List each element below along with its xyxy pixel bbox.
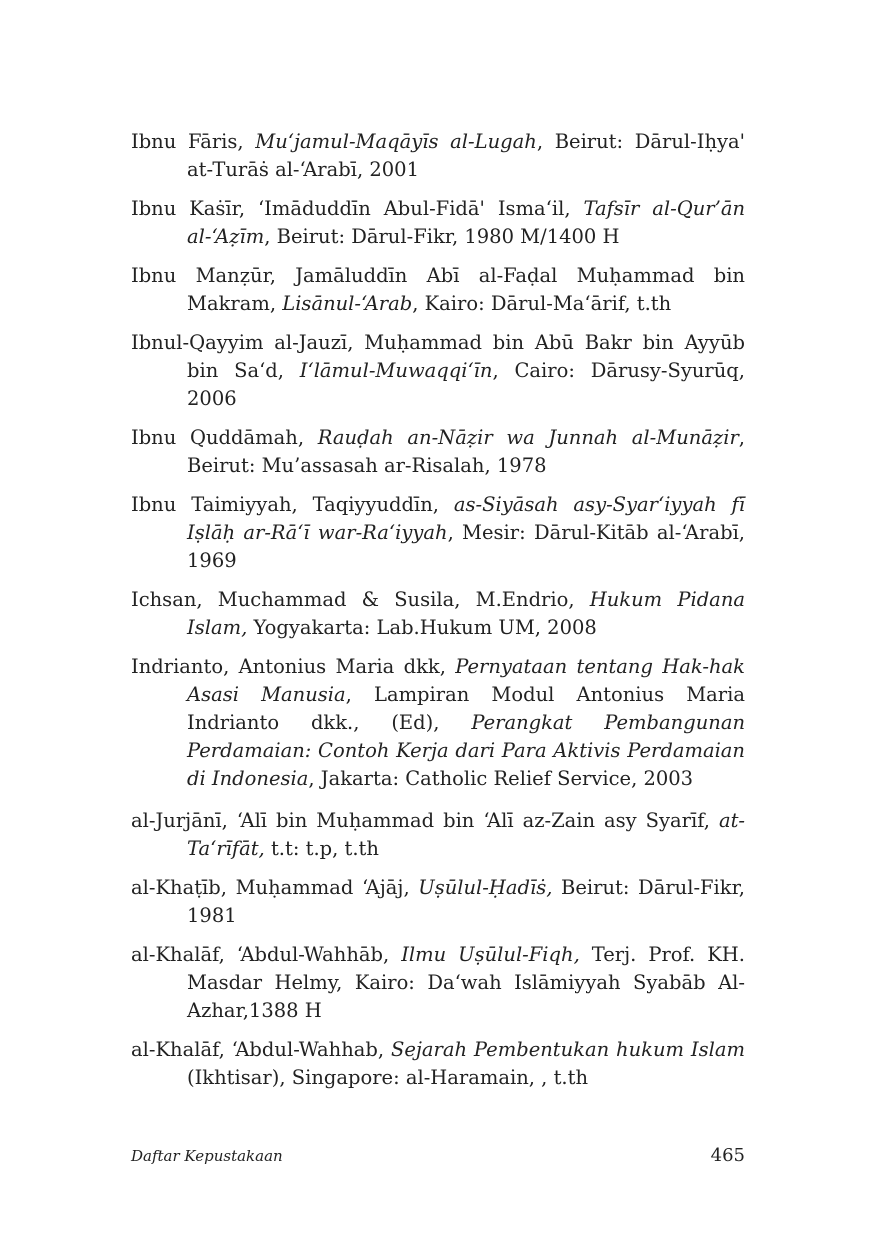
entry-author: Ibnul-Qayyim al-Jauzī, Muḥammad bin Abū Bakr bin Ayyūb bin Sa‘d, xyxy=(131,331,745,382)
bibliography-entry xyxy=(131,329,745,413)
bibliography-entry xyxy=(131,262,745,318)
entry-publication: Terj. Prof. KH. Masdar Helmy, Kairo: Da‘wah Islāmiyyah Syabāb Al-Azhar,1388 H xyxy=(187,943,745,1022)
entry-author: Ibnu Quddāmah, xyxy=(131,426,318,449)
page-number: 465 xyxy=(710,1145,745,1166)
bibliography-entry xyxy=(131,653,745,793)
entry-author: al-Khaṭīb, Muḥammad ‘Ajāj, xyxy=(131,876,419,899)
entry-publication: , Mesir: Dārul-Kitāb al-‘Arabī, 1969 xyxy=(187,521,745,572)
bibliography-entry xyxy=(131,128,745,184)
entry-author: al-Jurjānī, ‘Alī bin Muḥammad bin ‘Alī az-Zain asy Syarīf, xyxy=(131,809,719,832)
entry-title: Sejarah Pembentukan hukum Islam xyxy=(390,1038,745,1061)
entry-publication: Beirut: Dārul-Fikr, 1981 xyxy=(187,876,745,927)
entry-author: Ibnu Kaṡīr, ‘Imāduddīn Abul-Fidā' Isma‘il, xyxy=(131,197,584,220)
entry-title: Uṣūlul-Ḥadīṡ, xyxy=(418,876,553,899)
entry-author: al-Khalāf, ‘Abdul-Wahhab, xyxy=(131,1038,391,1061)
entry-publication-secondary: , Jakarta: Catholic Relief Service, 2003 xyxy=(308,767,694,790)
entry-title: Hukum Pidana Islam, xyxy=(187,588,745,639)
entry-publication: , Beirut: Mu’assasah ar-Risalah, 1978 xyxy=(187,426,745,477)
entry-publication: , Kairo: Dārul-Ma‘ārif, t.th xyxy=(412,292,672,315)
bibliography-entry xyxy=(131,807,745,863)
entry-title: Lisānul-‘Arab xyxy=(282,292,413,315)
entry-author: al-Khalāf, ‘Abdul-Wahhāb, xyxy=(131,943,402,966)
bibliography-entry xyxy=(131,424,745,480)
entry-publication: , Lampiran Modul Antonius Maria Indrianto dkk., (Ed), xyxy=(187,683,745,734)
entry-publication: t.t: t.p, t.th xyxy=(264,837,379,860)
bibliography-entry xyxy=(131,1036,745,1092)
entry-author: Indrianto, Antonius Maria dkk, xyxy=(131,655,456,678)
entry-publication: (Ikhtisar), Singapore: al-Haramain, , t.th xyxy=(187,1066,588,1089)
bibliography-entry xyxy=(131,941,745,1025)
entry-author: Ibnu Manẓūr, Jamāluddīn Abī al-Faḍal Muḥammad bin Makram, xyxy=(131,264,745,315)
entry-author: Ichsan, Muchammad & Susila, M.Endrio, xyxy=(131,588,590,611)
entry-publication: , Beirut: Dārul-Fikr, 1980 M/1400 H xyxy=(264,225,620,248)
entry-title: Pernyataan tentang Hak-hak Asasi Manusia xyxy=(187,655,745,706)
entry-publication: Yogyakarta: Lab.Hukum UM, 2008 xyxy=(247,616,597,639)
entry-title: Rauḍah an-Nāẓir wa Junnah al-Munāẓir xyxy=(317,426,739,449)
bibliography-entry xyxy=(131,491,745,575)
entry-publication: , Beirut: Dārul-Iḥya' at-Turāṡ al-‘Arabī, 2001 xyxy=(187,130,745,181)
entry-title: I‘lāmul-Muwaqqi‘īn xyxy=(299,359,493,382)
bibliography-entry xyxy=(131,586,745,642)
entry-title: Tafsīr al-Qur’ān al-‘Aẓīm xyxy=(187,197,745,248)
entry-publication: , Cairo: Dārusy-Syurūq, 2006 xyxy=(187,359,745,410)
bibliography-entry xyxy=(131,195,745,251)
entry-author: Ibnu Fāris, xyxy=(131,130,256,153)
entry-title: Mu‘jamul-Maqāyīs al-Lugah xyxy=(255,130,537,153)
bibliography-entry xyxy=(131,874,745,930)
entry-title-secondary: Perangkat Pembangunan Perdamaian: Contoh Kerja dari Para Aktivis Perdamaian di Indonesia xyxy=(187,711,745,790)
bibliography-list xyxy=(131,128,745,1103)
running-footer-title: Daftar Kepustakaan xyxy=(131,1147,283,1165)
entry-author: Ibnu Taimiyyah, Taqiyyuddīn, xyxy=(131,493,454,516)
entry-title: Ilmu Uṣūlul-Fiqh, xyxy=(401,943,580,966)
entry-title: as-Siyāsah asy-Syar‘iyyah fī Iṣlāḥ ar-Rā‘ī war-Ra‘iyyah xyxy=(187,493,745,544)
entry-title: at-Ta‘rīfāt, xyxy=(187,809,745,860)
page-footer xyxy=(131,1145,745,1169)
